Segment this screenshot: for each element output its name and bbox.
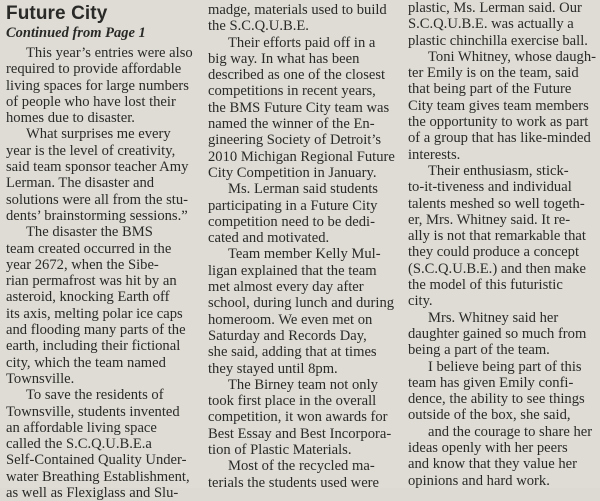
column-2-text xyxy=(208,2,398,491)
text-line: the S.C.Q.U.B.E. xyxy=(208,18,309,35)
text-line: ter Emily is on the team, said xyxy=(408,65,579,82)
text-line: the opportunity to work as part xyxy=(408,114,589,131)
text-line: cated and motivated. xyxy=(208,230,330,247)
text-line: team created occurred in the xyxy=(6,240,172,257)
text-line: talents meshed so well togeth- xyxy=(408,195,585,212)
text-line: met almost every day after xyxy=(208,279,364,296)
text-line: living spaces for large numbers xyxy=(6,77,189,94)
text-line: year is the level of creativity, xyxy=(6,142,176,159)
text-line: opinions and hard work. xyxy=(408,472,550,489)
text-line: they could produce a concept xyxy=(408,244,579,261)
text-line: The disaster the BMS xyxy=(26,224,153,241)
text-line: participating in a Future City xyxy=(208,197,378,214)
text-line: earth, including their fictional xyxy=(6,338,181,355)
text-line: and the courage to share her xyxy=(428,423,593,440)
text-line: Their efforts paid off in a xyxy=(228,34,376,51)
text-line: year 2672, when the Sibe- xyxy=(6,256,159,273)
text-line: called the S.C.Q.U.B.E.a xyxy=(6,436,152,453)
text-line: homeroom. We even met on xyxy=(208,311,373,328)
text-line: To save the residents of xyxy=(26,387,164,404)
text-line: gineering Society of Detroit’s xyxy=(208,132,382,149)
text-line: they stayed until 8pm. xyxy=(208,360,338,377)
text-line: solutions were all from the stu- xyxy=(6,191,188,208)
text-line: big way. In what has been xyxy=(208,50,360,67)
text-line: Best Essay and Best Incorpora- xyxy=(208,425,392,442)
text-line: rian permafrost was hit by an xyxy=(6,273,177,290)
text-line: of a group that has like-minded xyxy=(408,130,591,147)
text-line: to-it-tiveness and individual xyxy=(408,179,572,196)
text-line: outside of the box, she said, xyxy=(408,407,571,424)
text-line: school, during lunch and during xyxy=(208,295,395,312)
text-line: interests. xyxy=(408,146,461,163)
text-line: required to provide affordable xyxy=(6,61,182,78)
text-line: daughter gained so much from xyxy=(408,325,587,342)
text-line: an affordable living space xyxy=(6,419,157,436)
text-line: competitions in recent years, xyxy=(208,83,376,100)
text-line: The Birney team not only xyxy=(228,376,378,393)
text-line: being a part of the team. xyxy=(408,342,550,359)
text-line: Self-Contained Quality Under- xyxy=(6,452,187,469)
column-3 xyxy=(408,0,596,489)
text-line: Lerman. The disaster and xyxy=(6,175,155,192)
text-line: competition, it won awards for xyxy=(208,409,388,426)
text-line: terials the students used were xyxy=(208,474,380,491)
text-line: What surprises me every xyxy=(26,126,171,143)
text-line: city, which the team named xyxy=(6,354,166,371)
text-line: City team gives team members xyxy=(408,97,589,114)
text-line: homes due to disaster. xyxy=(6,110,135,127)
text-line: water Breathing Establishment, xyxy=(6,468,190,485)
text-line: of people who have lost their xyxy=(6,93,176,110)
text-line: Most of the recycled ma- xyxy=(228,458,375,475)
text-line: plastic, Ms. Lerman said. Our xyxy=(408,0,582,16)
text-line: said team sponsor teacher Amy xyxy=(6,159,189,176)
text-line: dents’ brainstorming sessions.” xyxy=(6,207,188,224)
text-line: that being part of the Future xyxy=(408,81,572,98)
text-line: and flooding many parts of the xyxy=(6,322,186,339)
text-line: the model of this futuristic xyxy=(408,277,563,294)
column-2 xyxy=(208,2,398,491)
text-line: er, Mrs. Whitney said. It re- xyxy=(408,211,571,228)
text-line: plastic chinchilla exercise ball. xyxy=(408,32,588,49)
text-line: Saturday and Records Day, xyxy=(208,327,367,344)
text-line: Team member Kelly Mul- xyxy=(228,246,381,263)
article-subtitle: Continued from Page 1 xyxy=(6,25,146,41)
column-1-text xyxy=(6,45,194,501)
text-line: took first place in the overall xyxy=(208,393,377,410)
text-line: City Competition in January. xyxy=(208,164,377,181)
text-line: described as one of the closest xyxy=(208,67,386,84)
text-line: as well as Flexiglass and Slu- xyxy=(6,485,179,501)
text-line: dence, the ability to see things xyxy=(408,391,585,408)
text-line: team has given Emily confi- xyxy=(408,374,574,391)
article-title: Future City xyxy=(6,3,108,24)
text-line: named the winner of the En- xyxy=(208,116,375,133)
text-line: she said, adding that at times xyxy=(208,344,377,361)
text-line: Townsville. xyxy=(6,370,75,387)
text-line: tion of Plastic Materials. xyxy=(208,442,352,459)
text-line: and know that they value her xyxy=(408,456,577,473)
text-line: Toni Whitney, whose daugh- xyxy=(428,48,596,65)
column-1 xyxy=(6,0,194,501)
text-line: Ms. Lerman said students xyxy=(228,181,378,198)
text-line: 2010 Michigan Regional Future xyxy=(208,148,395,165)
text-line: the BMS Future City team was xyxy=(208,99,390,116)
text-line: (S.C.Q.U.B.E.) and then make xyxy=(408,260,586,277)
text-line: ally is not that remarkable that xyxy=(408,228,586,245)
text-line: I believe being part of this xyxy=(428,358,582,375)
text-line: Their enthusiasm, stick- xyxy=(428,162,569,179)
text-line: ideas openly with her peers xyxy=(408,440,568,457)
text-line: Mrs. Whitney said her xyxy=(428,309,559,326)
text-line: competition need to be dedi- xyxy=(208,213,375,230)
text-line: city. xyxy=(408,293,433,310)
text-line: This year’s entries were also xyxy=(26,45,193,61)
text-line: asteroid, knocking Earth off xyxy=(6,289,170,306)
text-line: its axis, melting polar ice caps xyxy=(6,305,183,322)
text-line: S.C.Q.U.B.E. was actually a xyxy=(408,16,574,33)
column-3-text xyxy=(408,0,596,489)
text-line: Townsville, students invented xyxy=(6,403,180,420)
text-line: madge, materials used to build xyxy=(208,2,387,18)
text-line: ligan explained that the team xyxy=(208,262,377,279)
